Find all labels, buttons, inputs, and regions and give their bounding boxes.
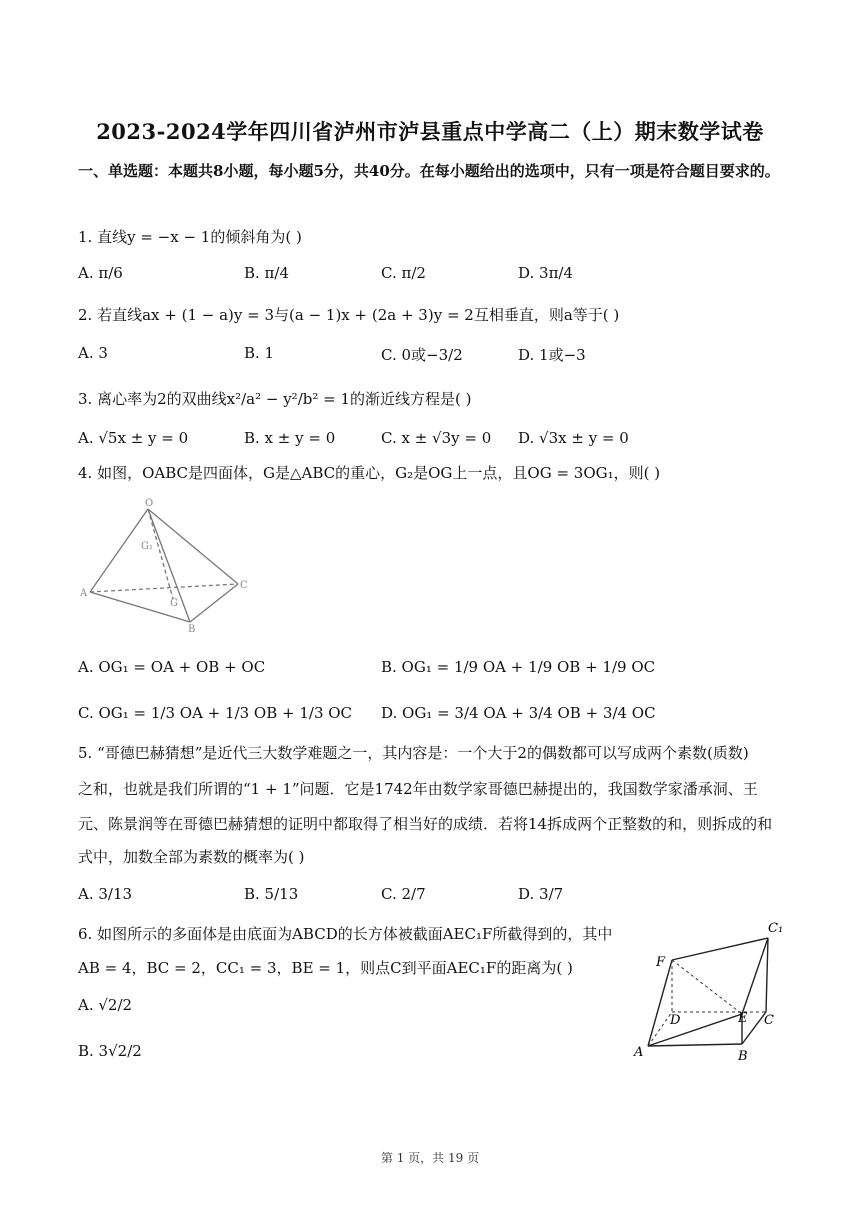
question-1-option-b: B. π/4 [244, 264, 290, 282]
question-3-option-c: C. x ± √3y = 0 [381, 429, 492, 447]
page-title: 2023-2024学年四川省泸州市泸县重点中学高二（上）期末数学试卷 [96, 119, 764, 144]
label-o: O [145, 498, 154, 509]
question-3-option-b: B. x ± y = 0 [244, 429, 336, 447]
question-2-stem: 2. 若直线ax + (1 − a)y = 3与(a − 1)x + (2a + 3)y = 2互相垂直，则a等于( ) [78, 306, 620, 324]
question-2-option-b: B. 1 [244, 344, 275, 362]
label-c: C [764, 1013, 774, 1028]
question-2-option-a: A. 3 [78, 344, 108, 362]
question-6-line-2: AB = 4，BC = 2，CC₁ = 3，BE = 1，则点C到平面AEC₁F的距离为( ) [78, 959, 573, 977]
question-4-option-a: A. OG₁ = OA + OB + OC [78, 658, 266, 676]
label-b: B [738, 1049, 748, 1064]
question-4-option-b: B. OG₁ = 1/9 OA + 1/9 OB + 1/9 OC [381, 658, 656, 676]
label-a: A [80, 588, 88, 599]
question-4-stem: 4. 如图，OABC是四面体，G是△ABC的重心，G₂是OG上一点，且OG = 3OG₁，则( ) [78, 464, 661, 482]
question-6-option-b: B. 3√2/2 [78, 1042, 142, 1060]
question-1-option-d: D. 3π/4 [518, 264, 574, 282]
question-3-option-a: A. √5x ± y = 0 [78, 429, 189, 447]
question-2-option-d: D. 1或−3 [518, 346, 586, 364]
label-g: G [170, 598, 178, 609]
question-1-option-a: A. π/6 [78, 264, 123, 282]
question-3-option-d: D. √3x ± y = 0 [518, 429, 629, 447]
label-g1: G₁ [141, 541, 153, 552]
question-6-line-1: 6. 如图所示的多面体是由底面为ABCD的长方体被截面AEC₁F所截得到的，其中 [78, 925, 613, 943]
question-5-option-c: C. 2/7 [381, 885, 426, 903]
label-e: E [738, 1011, 748, 1026]
page-footer: 第 1 页，共 19 页 [380, 1151, 480, 1165]
label-b: B [188, 624, 196, 634]
question-5-option-a: A. 3/13 [78, 885, 133, 903]
question-5-line-4: 式中，加数全部为素数的概率为( ) [78, 848, 305, 866]
question-6-option-a: A. √2/2 [78, 996, 133, 1014]
question-1-stem: 1. 直线y = −x − 1的倾斜角为( ) [78, 228, 302, 246]
label-c: C [240, 580, 248, 591]
question-5-option-d: D. 3/7 [518, 885, 564, 903]
question-1-option-c: C. π/2 [381, 264, 426, 282]
label-a: A [634, 1045, 644, 1060]
question-5-line-1: 5. “哥德巴赫猜想”是近代三大数学难题之一，其内容是：一个大于2的偶数都可以写成两个素数(质数) [78, 744, 749, 762]
question-5-line-2: 之和，也就是我们所谓的“1 + 1”问题．它是1742年由数学家哥德巴赫提出的，我国数学家潘承洞、王 [78, 780, 758, 798]
question-4-option-d: D. OG₁ = 3/4 OA + 3/4 OB + 3/4 OC [381, 704, 656, 722]
tetrahedron-figure [78, 494, 258, 634]
label-f: F [656, 955, 666, 970]
section-heading: 一、单选题：本题共8小题，每小题5分，共40分。在每小题给出的选项中，只有一项是符合题目要求的。 [78, 162, 780, 180]
polyhedron-figure [630, 918, 790, 1066]
question-5-option-b: B. 5/13 [244, 885, 299, 903]
question-4-option-c: C. OG₁ = 1/3 OA + 1/3 OB + 1/3 OC [78, 704, 353, 722]
question-3-stem: 3. 离心率为2的双曲线x²/a² − y²/b² = 1的渐近线方程是( ) [78, 390, 472, 408]
question-5-line-3: 元、陈景润等在哥德巴赫猜想的证明中都取得了相当好的成绩．若将14拆成两个正整数的和，则拆成的和 [78, 815, 773, 833]
label-d: D [670, 1013, 681, 1028]
question-2-option-c: C. 0或−3/2 [381, 346, 463, 364]
label-c1: C₁ [768, 921, 784, 936]
